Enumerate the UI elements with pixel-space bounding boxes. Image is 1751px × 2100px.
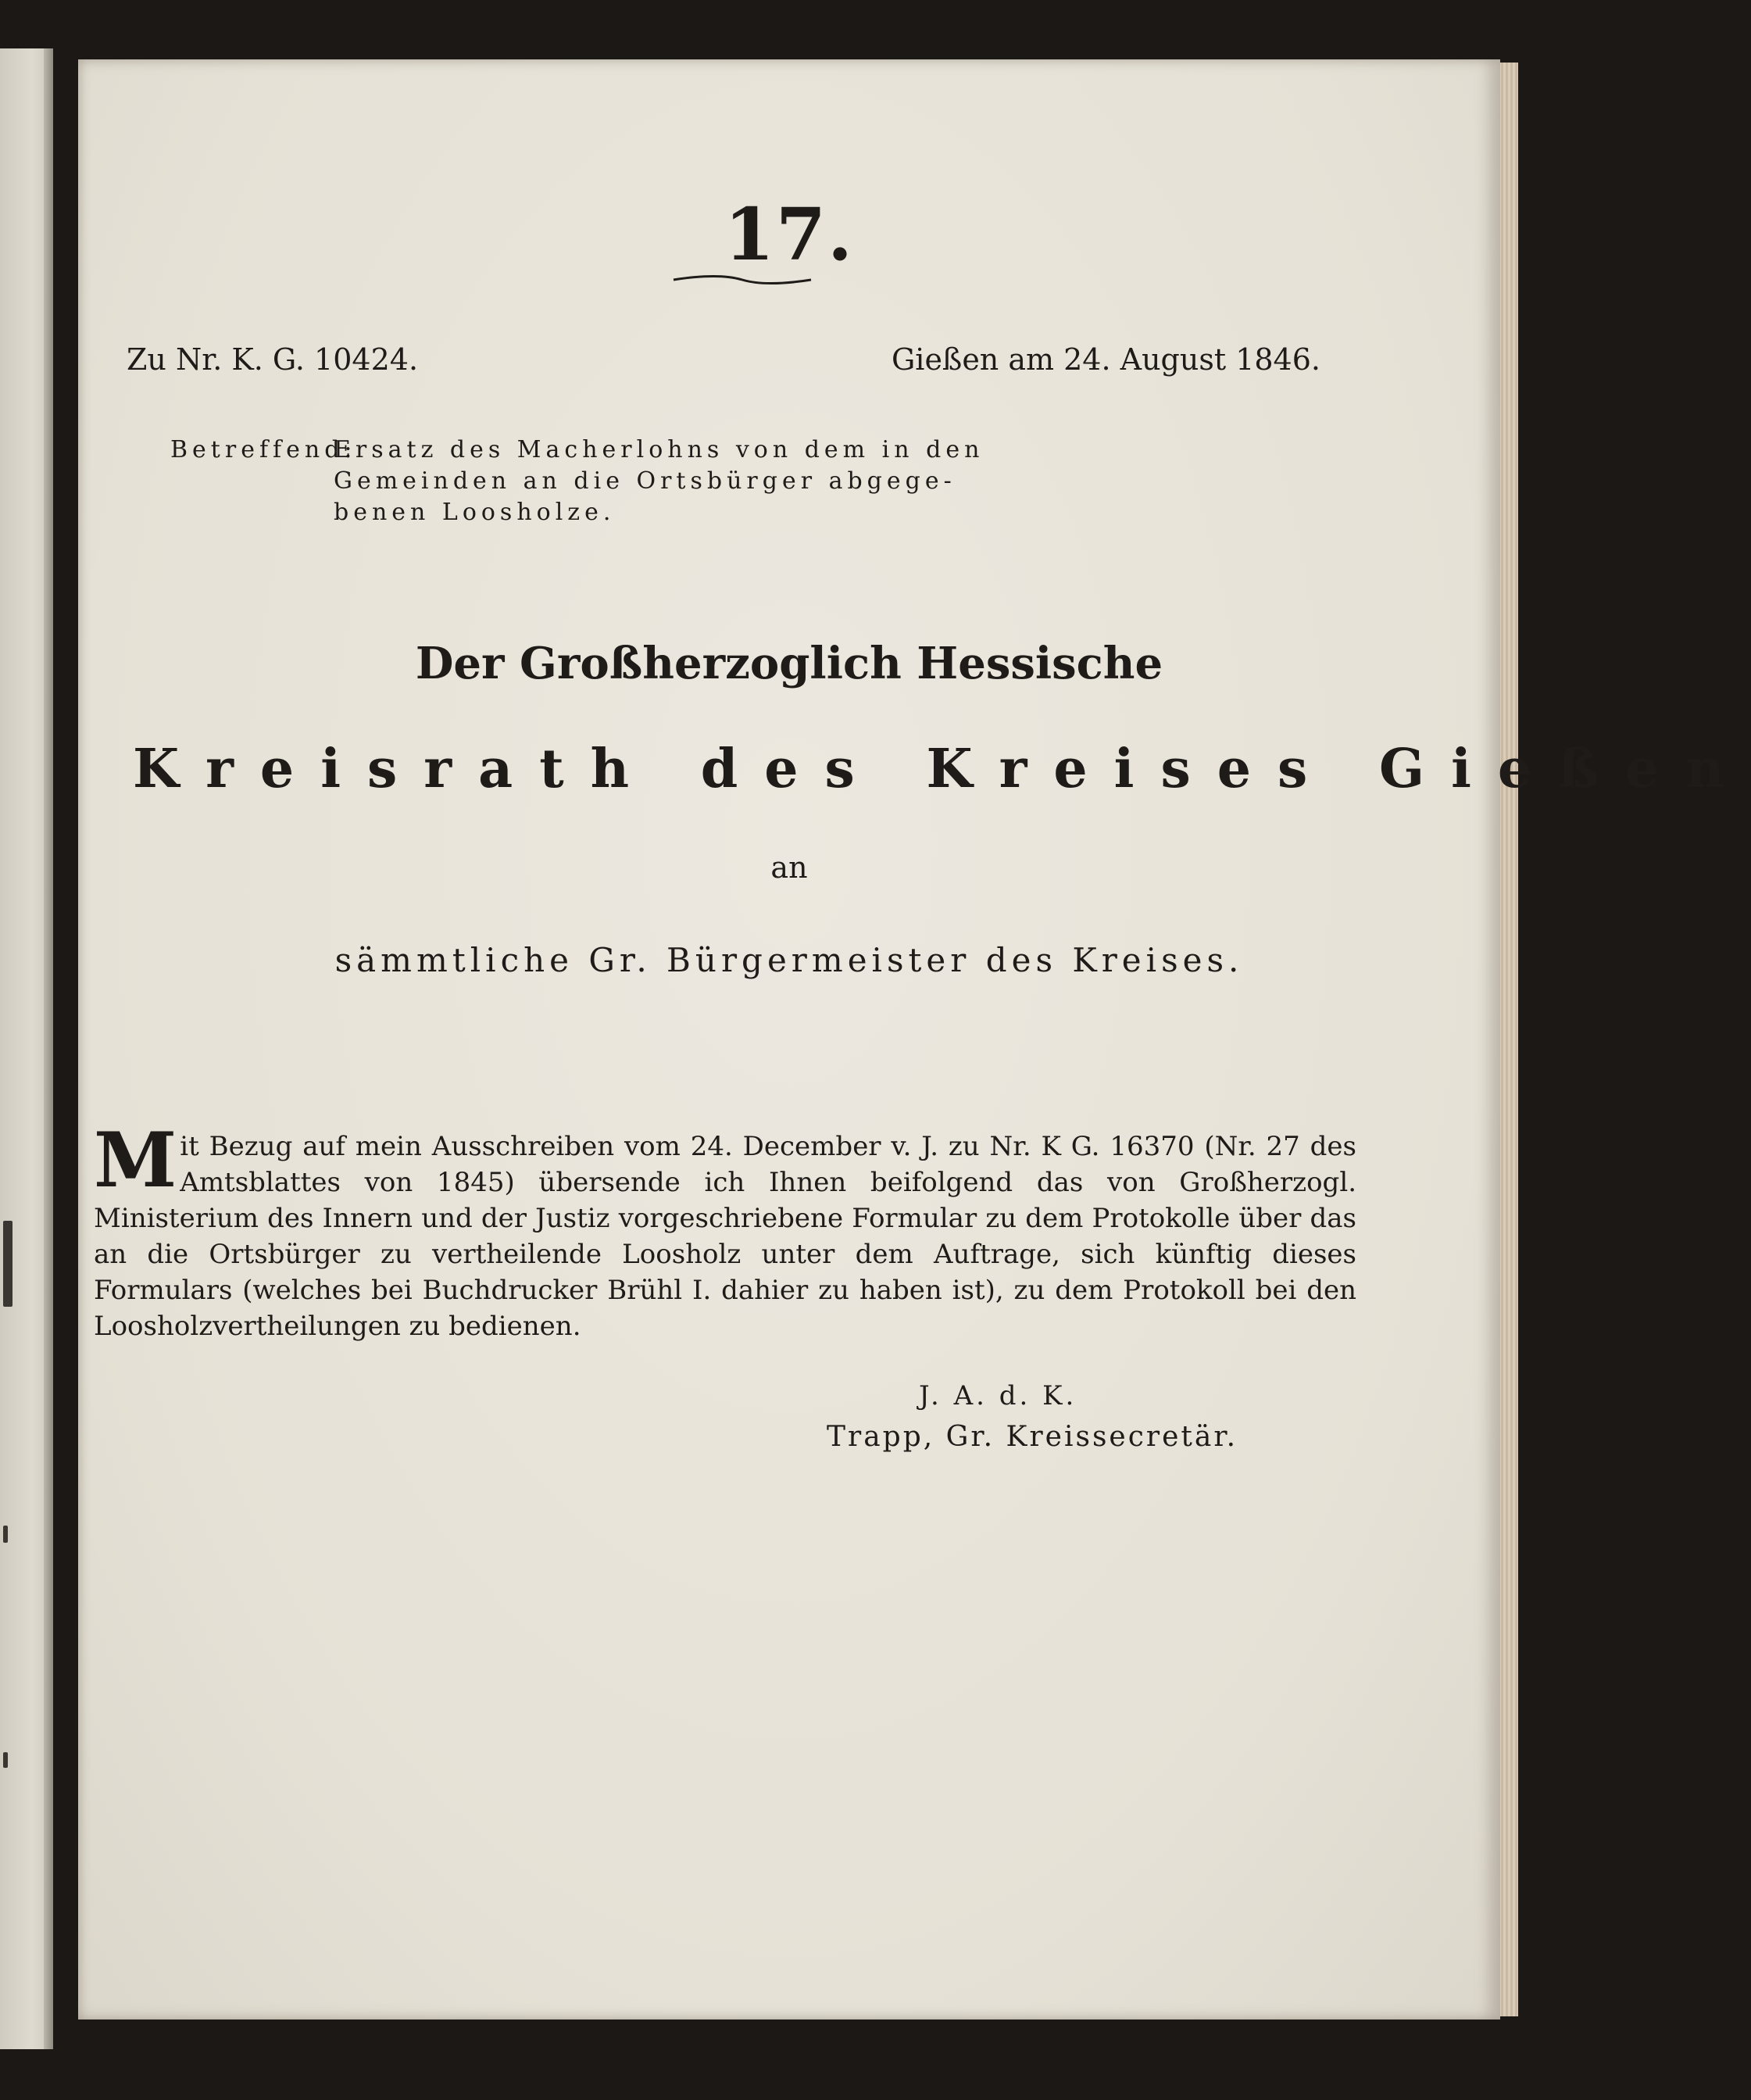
signature-name: Trapp, Gr. Kreissecretär. [827,1421,1238,1453]
signature-abbreviation: J. A. d. K. [919,1380,1077,1411]
heading-an: an [770,850,808,885]
body-text: it Bezug auf mein Ausschreiben vom 24. December v. J. zu Nr. K G. 16370 (Nr. 27 des Amtsblattes von 1845) übersende ich Ihnen beifolgend das von Großherzogl. Ministerium des Innern und der Justiz vorgeschriebene Formular zu dem Protokolle über das an die Ortsbürger zu vertheilende Loosholz unter dem Auftrage, sich künftig dieses Formulars (welches bei Buchdrucker Brühl I. dahier zu haben ist), zu dem Protokoll bei den Loosholzvertheilungen zu bedienen. [94,1131,1356,1342]
subject-line: benen Loosholze. [334,499,616,526]
subject-line: Gemeinden an die Ortsbürger abgege- [334,467,956,495]
authority-heading-spaced: Kreisrath des Kreises Gießen [133,738,1751,800]
edge-mark [3,1752,8,1768]
book-gutter [44,48,53,2049]
reference-number: Zu Nr. K. G. 10424. [127,342,419,377]
document-page [78,59,1751,2020]
document-number: 17. [724,192,855,277]
flourish-ornament [672,272,813,288]
place-date: Gießen am 24. August 1846. [891,342,1320,377]
body-paragraph [94,1116,1356,1344]
adjacent-page-edge [0,48,53,2049]
drop-cap: M [94,1116,177,1204]
addressee-heading: sämmtliche Gr. Bürgermeister des Kreises. [334,941,1244,979]
authority-heading: Der Großherzoglich Hessische [415,638,1163,689]
edge-mark [3,1221,13,1307]
edge-mark [3,1526,8,1543]
subject-label: Betreffend: [170,436,357,463]
subject-line: Ersatz des Macherlohns von dem in den [334,436,984,463]
